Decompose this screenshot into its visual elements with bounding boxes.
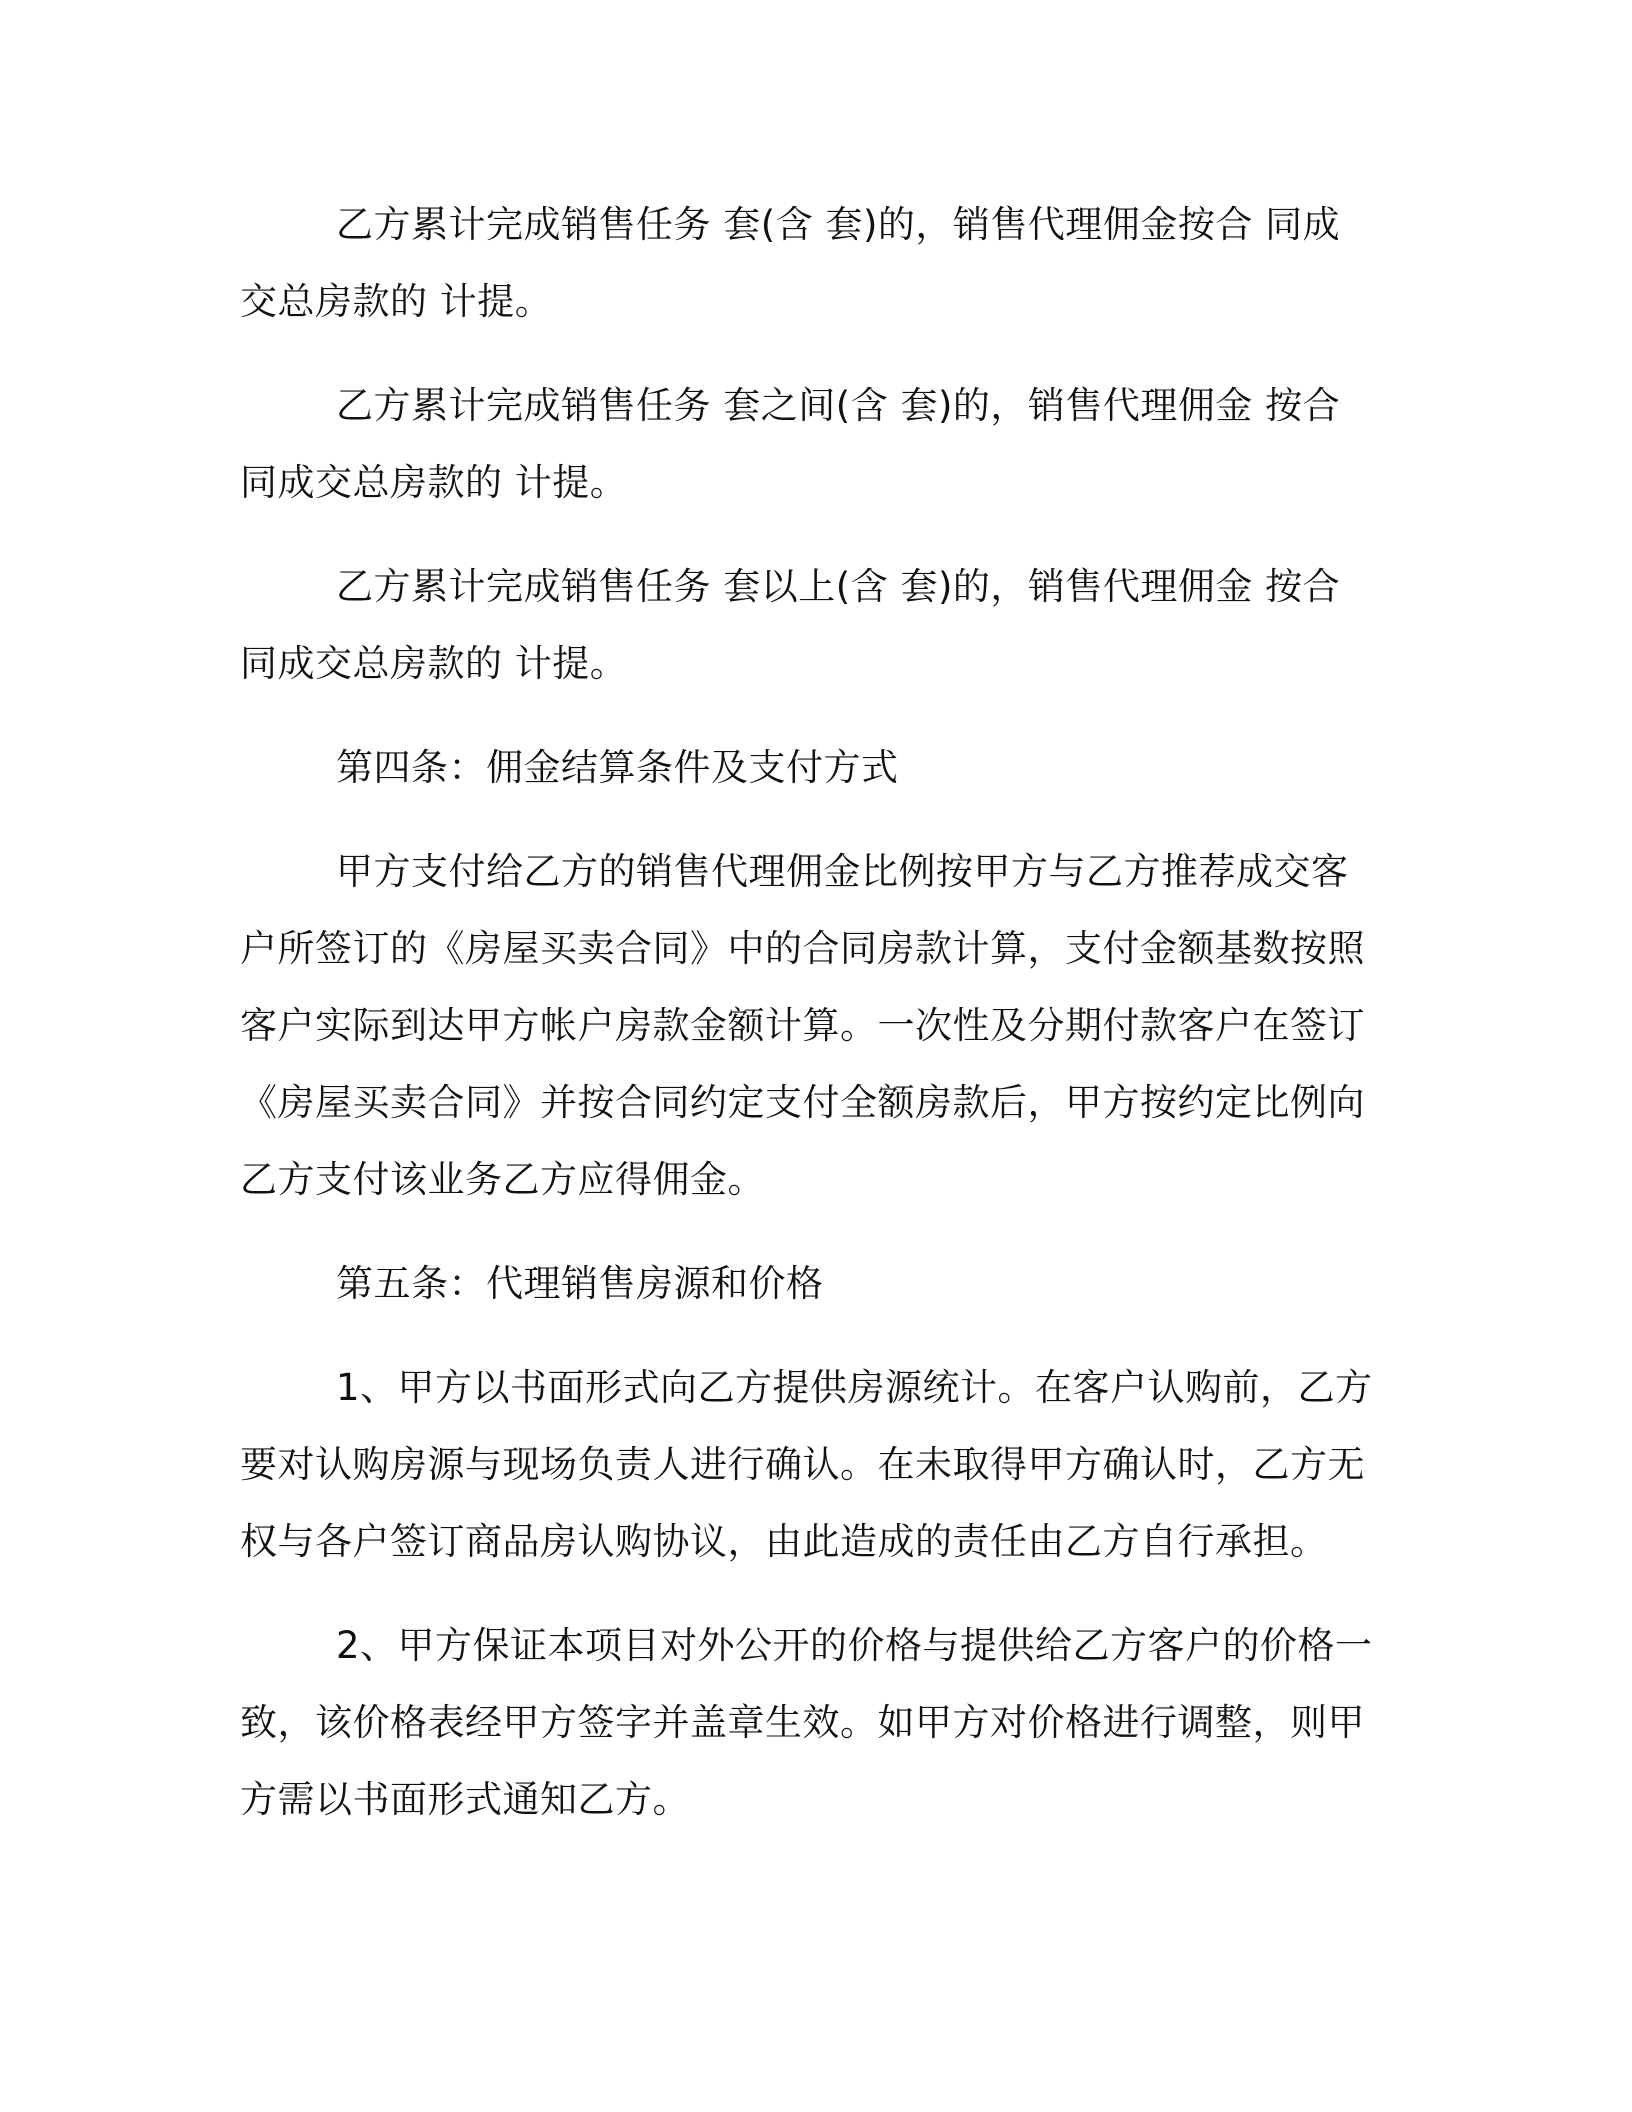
document-body [240, 186, 1375, 1865]
article-5-item-1: 1、甲方以书面形式向乙方提供房源统计。在客户认购前，乙方要对认购房源与现场负责人进行确认。在未取得甲方确认时，乙方无权与各户签订商品房认购协议，由此造成的责任由乙方自行承担。 [240, 1366, 1373, 1563]
article-5-item-2: 2、甲方保证本项目对外公开的价格与提供给乙方客户的价格一致，该价格表经甲方签字并盖章生效。如甲方对价格进行调整，则甲方需以书面形式通知乙方。 [240, 1624, 1373, 1821]
article-4-heading: 第四条：佣金结算条件及支付方式 [336, 746, 899, 789]
commission-tier-2-paragraph: 乙方累计完成销售任务 套之间(含 套)的，销售代理佣金 按合同成交总房款的 计提。 [240, 384, 1341, 504]
article-4-paragraph: 甲方支付给乙方的销售代理佣金比例按甲方与乙方推荐成交客户所签订的《房屋买卖合同》中的合同房款计算，支付金额基数按照客户实际到达甲方帐户房款金额计算。一次性及分期付款客户在签订《房屋买卖合同》并按合同约定支付全额房款后，甲方按约定比例向乙方支付该业务乙方应得佣金。 [240, 850, 1365, 1201]
commission-tier-3-paragraph: 乙方累计完成销售任务 套以上(含 套)的，销售代理佣金 按合同成交总房款的 计提。 [240, 565, 1341, 685]
commission-tier-1-paragraph: 乙方累计完成销售任务 套(含 套)的，销售代理佣金按合 同成交总房款的 计提。 [240, 203, 1341, 323]
article-5-heading: 第五条：代理销售房源和价格 [336, 1262, 824, 1305]
